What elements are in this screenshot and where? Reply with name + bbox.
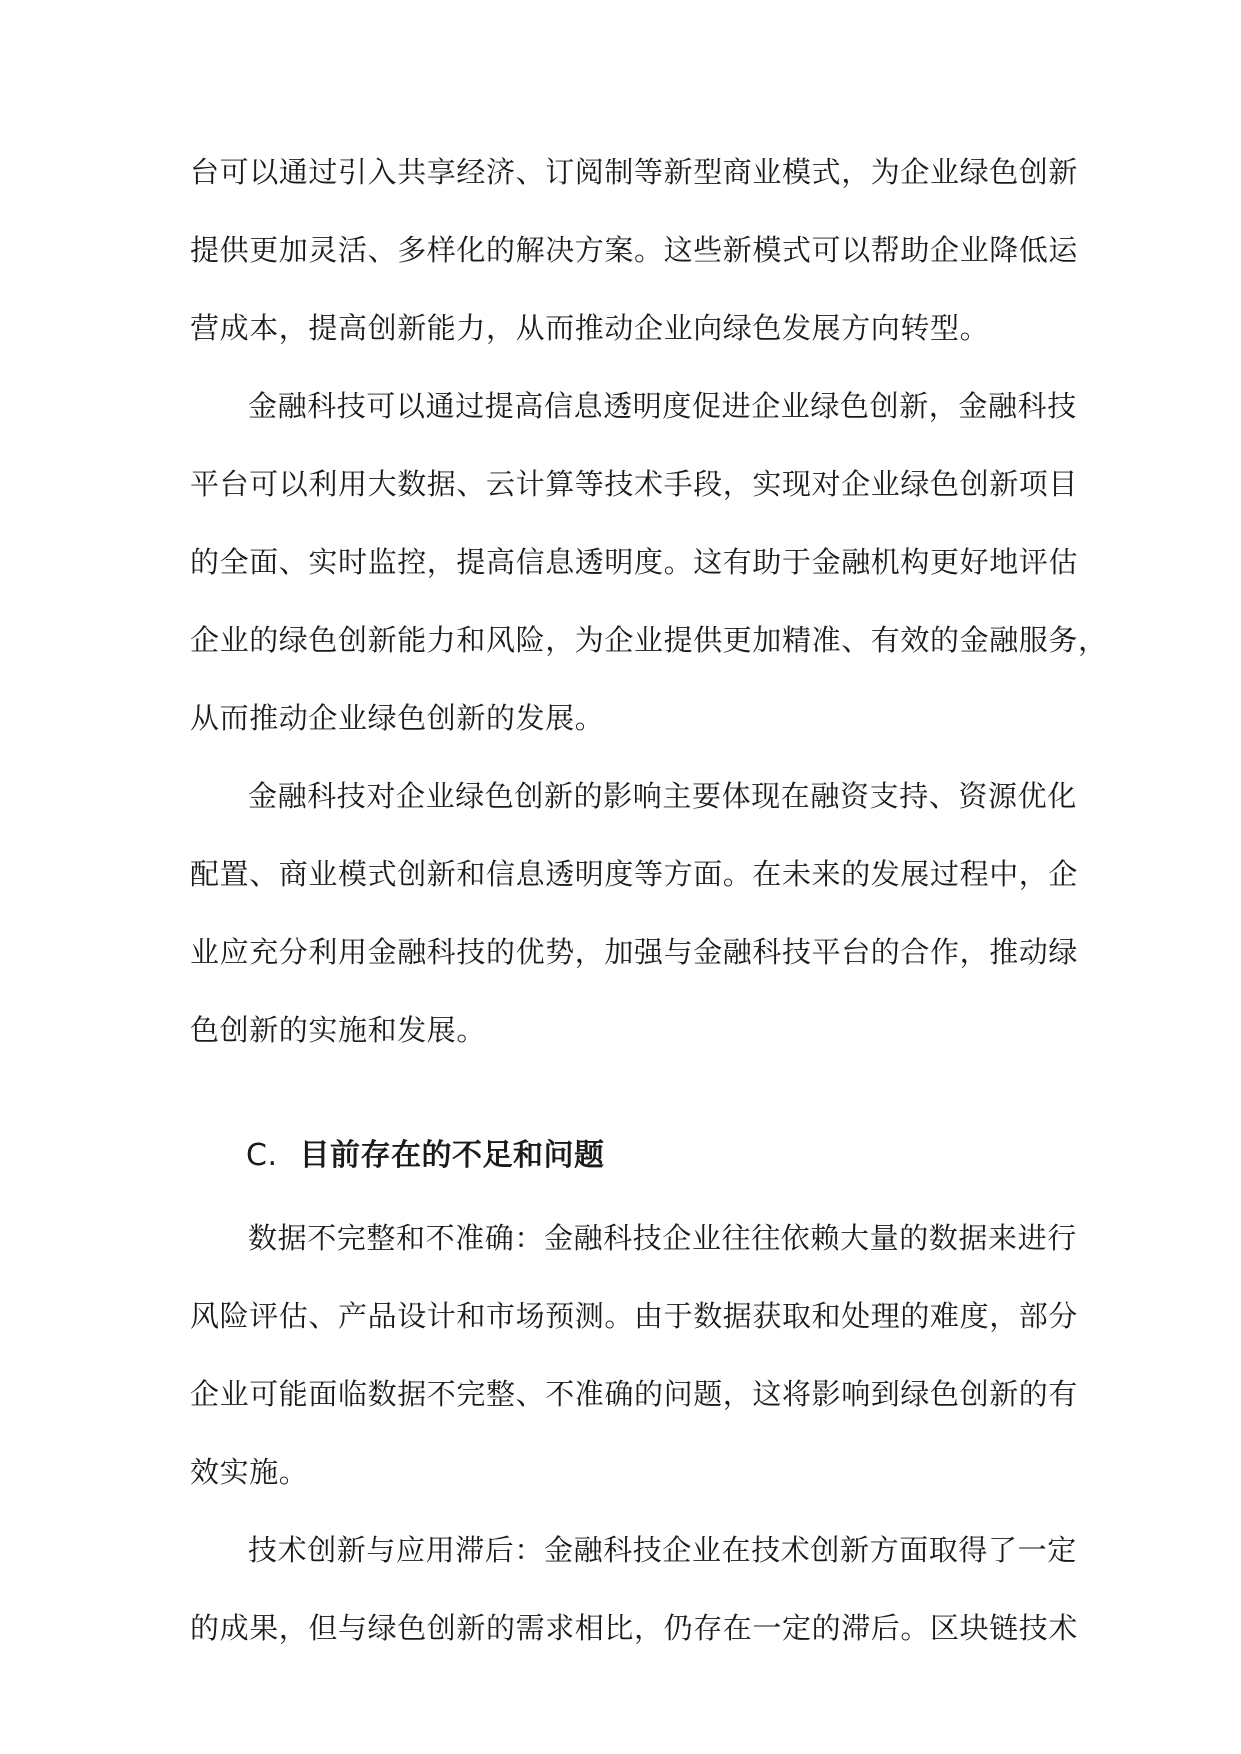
text-line: 企业可能面临数据不完整、不准确的问题，这将影响到绿色创新的有 bbox=[190, 1377, 1079, 1411]
text-line: 的成果，但与绿色创新的需求相比，仍存在一定的滞后。区块链技术 bbox=[190, 1611, 1079, 1645]
text-line: 金融科技对企业绿色创新的影响主要体现在融资支持、资源优化 bbox=[248, 779, 1077, 813]
paragraph-technology-lag bbox=[190, 1516, 1079, 1672]
section-heading-title: 目前存在的不足和问题 bbox=[299, 1138, 605, 1173]
paragraph-information-transparency bbox=[190, 372, 1108, 762]
text-line: 风险评估、产品设计和市场预测。由于数据获取和处理的难度，部分 bbox=[190, 1299, 1079, 1333]
text-line: 平台可以利用大数据、云计算等技术手段，实现对企业绿色创新项目 bbox=[190, 467, 1079, 501]
text-line: 数据不完整和不准确：金融科技企业往往依赖大量的数据来进行 bbox=[248, 1221, 1077, 1255]
paragraph-data-quality bbox=[190, 1204, 1079, 1516]
section-heading bbox=[190, 1126, 1050, 1204]
paragraph-business-models bbox=[190, 138, 1079, 372]
text-line: 提供更加灵活、多样化的解决方案。这些新模式可以帮助企业降低运 bbox=[190, 233, 1079, 267]
text-line: 企业的绿色创新能力和风险，为企业提供更加精准、有效的金融服务， bbox=[190, 623, 1108, 657]
text-line: 配置、商业模式创新和信息透明度等方面。在未来的发展过程中，企 bbox=[190, 857, 1079, 891]
text-line: 台可以通过引入共享经济、订阅制等新型商业模式，为企业绿色创新 bbox=[190, 155, 1079, 189]
text-line: 的全面、实时监控，提高信息透明度。这有助于金融机构更好地评估 bbox=[190, 545, 1079, 579]
section-heading-label: C. bbox=[246, 1138, 278, 1173]
document-page bbox=[190, 138, 1108, 1672]
text-line: 金融科技可以通过提高信息透明度促进企业绿色创新，金融科技 bbox=[248, 389, 1077, 423]
text-line: 效实施。 bbox=[190, 1455, 309, 1489]
section-spacer bbox=[190, 1074, 1050, 1126]
text-line: 从而推动企业绿色创新的发展。 bbox=[190, 701, 605, 735]
text-line: 技术创新与应用滞后：金融科技企业在技术创新方面取得了一定 bbox=[248, 1533, 1077, 1567]
text-line: 业应充分利用金融科技的优势，加强与金融科技平台的合作，推动绿 bbox=[190, 935, 1079, 969]
text-line: 色创新的实施和发展。 bbox=[190, 1013, 487, 1047]
paragraph-summary bbox=[190, 762, 1079, 1074]
text-line: 营成本，提高创新能力，从而推动企业向绿色发展方向转型。 bbox=[190, 311, 990, 345]
